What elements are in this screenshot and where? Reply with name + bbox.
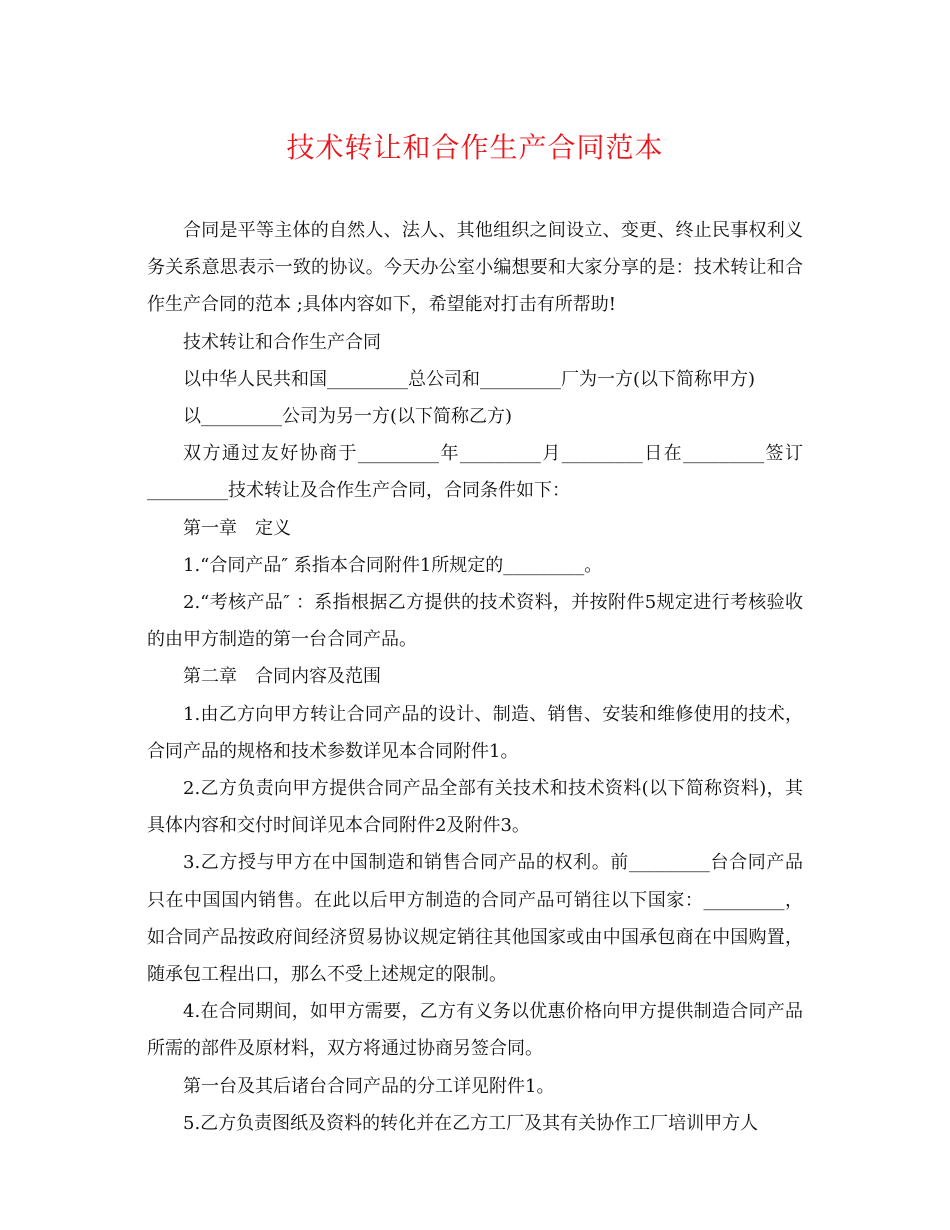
clause-2-3: 3.乙方授与甲方在中国制造和销售合同产品的权利。前_________台合同产品只在中国国内销售。在此以后甲方制造的合同产品可销往以下国家：_________，如合同产品按政府间经济贸易协议规定销往其他国家或由中国承包商在中国购置，随承包工程出口，那么不受上述规定的限制。 [147, 852, 803, 986]
chapter-2-heading: 第二章 合同内容及范围 [183, 666, 381, 688]
document-body [147, 212, 803, 1142]
division-note: 第一台及其后诸台合同产品的分工详见附件1。 [183, 1075, 555, 1097]
clause-2-2: 2.乙方负责向甲方提供合同产品全部有关技术和技术资料(以下简称资料)，其具体内容和交付时间详见本合同附件2及附件3。 [147, 778, 803, 837]
document-title: 技术转让和合作生产合同范本 [286, 131, 664, 164]
contract-name: 技术转让和合作生产合同 [183, 331, 381, 353]
chapter-1-heading: 第一章 定义 [183, 517, 291, 539]
party-b-line: 以_________公司为另一方(以下简称乙方) [183, 406, 513, 428]
clause-1-1: 1.“合同产品″ 系指本合同附件1所规定的_________。 [183, 554, 603, 576]
intro-paragraph: 合同是平等主体的自然人、法人、其他组织之间设立、变更、终止民事权利义务关系意思表示一致的协议。今天办公室小编想要和大家分享的是：技术转让和合作生产合同的范本 ;具体内容如下，希望能对打击有所帮助! [147, 220, 803, 316]
clause-2-1: 1.由乙方向甲方转让合同产品的设计、制造、销售、安装和维修使用的技术，合同产品的规格和技术参数详见本合同附件1。 [147, 703, 803, 762]
signing-clause: 双方通过友好协商于_________年_________月_________日在_________签订_________技术转让及合作生产合同，合同条件如下： [147, 443, 803, 502]
party-a-line: 以中华人民共和国_________总公司和_________厂为一方(以下简称甲方) [183, 368, 756, 390]
clause-2-5: 5.乙方负责图纸及资料的转化并在乙方工厂及其有关协作工厂培训甲方人 [183, 1112, 759, 1134]
clause-2-4: 4.在合同期间，如甲方需要，乙方有义务以优惠价格向甲方提供制造合同产品所需的部件及原材料，双方将通过协商另签合同。 [147, 1001, 803, 1060]
clause-1-2: 2.“考核产品″ ：系指根据乙方提供的技术资料，并按附件5规定进行考核验收的由甲方制造的第一台合同产品。 [147, 592, 803, 651]
